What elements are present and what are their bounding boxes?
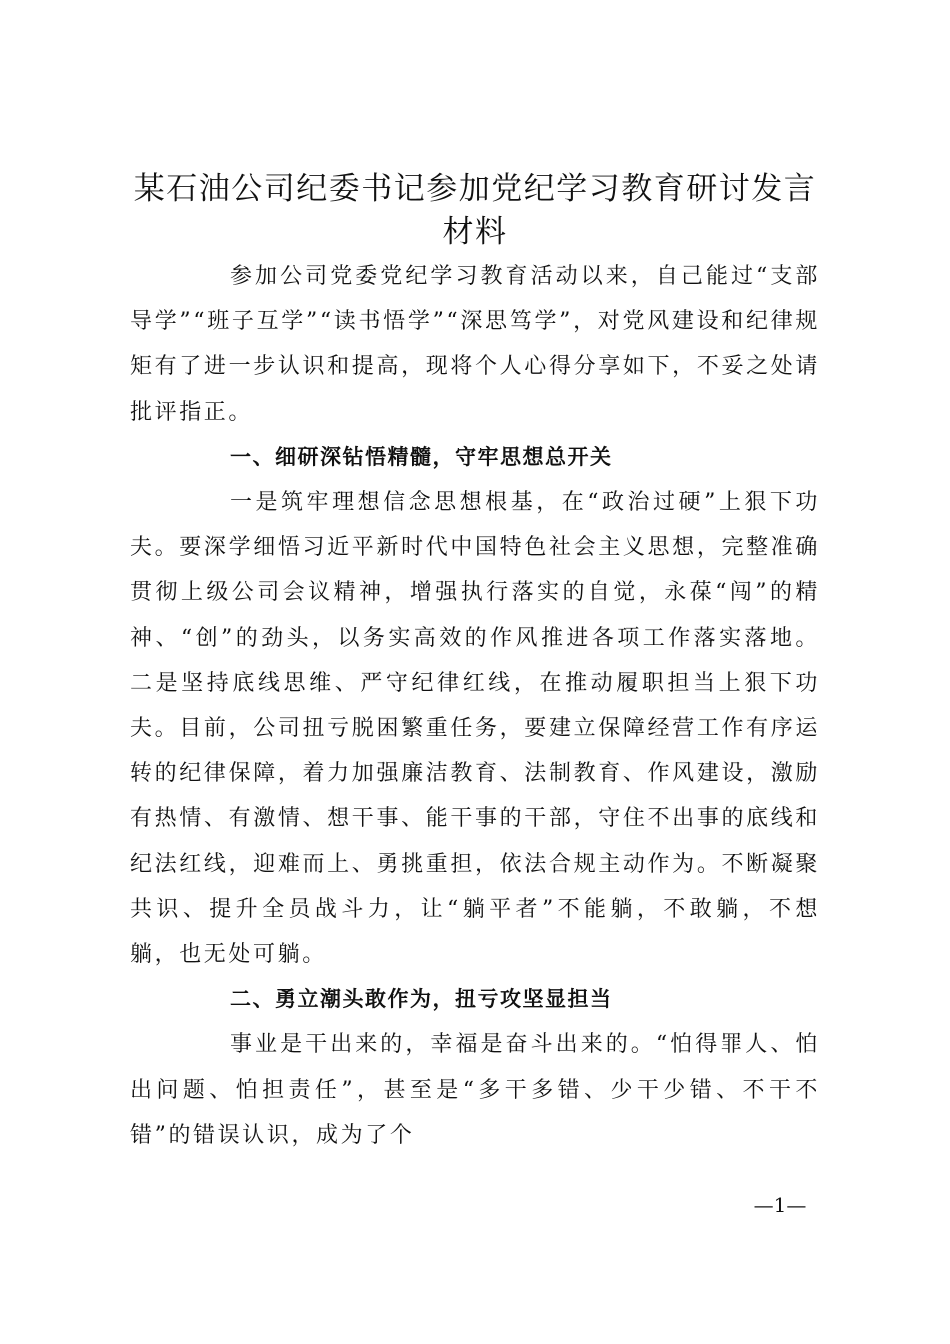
section-heading-1: 一、细研深钻悟精髓，守牢思想总开关	[230, 444, 613, 469]
section-paragraph-1: 一是筑牢理想信念思想根基，在“政治过硬”上狠下功夫。要深学细悟习近平新时代中国特色社会主义思想，完整准确贯彻上级公司会议精神，增强执行落实的自觉，永葆“闯”的精神、“创”的劲头，以务实高效的作风推进各项工作落实落地。二是坚持底线思维、严守纪律红线，在推动履职担当上狠下功夫。目前，公司扭亏脱困繁重任务，要建立保障经营工作有序运转的纪律保障，着力加强廉洁教育、法制教育、作风建设，激励有热情、有激情、想干事、能干事的干部，守住不出事的底线和纪法红线，迎难而上、勇挑重担，依法合规主动作为。不断凝聚共识、提升全员战斗力，让“躺平者”不能躺，不敢躺，不想躺，也无处可躺。	[130, 490, 820, 968]
section-paragraph-2: 事业是干出来的，幸福是奋斗出来的。“怕得罪人、怕出问题、怕担责任”，甚至是“多干多错、少干少错、不干不错”的错误认识，成为了个	[130, 1032, 820, 1148]
document-body	[130, 168, 820, 1158]
intro-paragraph: 参加公司党委党纪学习教育活动以来，自己能过“支部导学”“班子互学”“读书悟学”“深思笃学”，对党风建设和纪律规矩有了进一步认识和提高，现将个人心得分享如下，不妥之处请批评指正。	[130, 264, 820, 425]
document-title: 某石油公司纪委书记参加党纪学习教育研讨发言材料	[133, 171, 817, 250]
section-heading-2: 二、勇立潮头敢作为，扭亏攻坚显担当	[230, 987, 613, 1012]
page-number: —1—	[753, 1193, 807, 1217]
